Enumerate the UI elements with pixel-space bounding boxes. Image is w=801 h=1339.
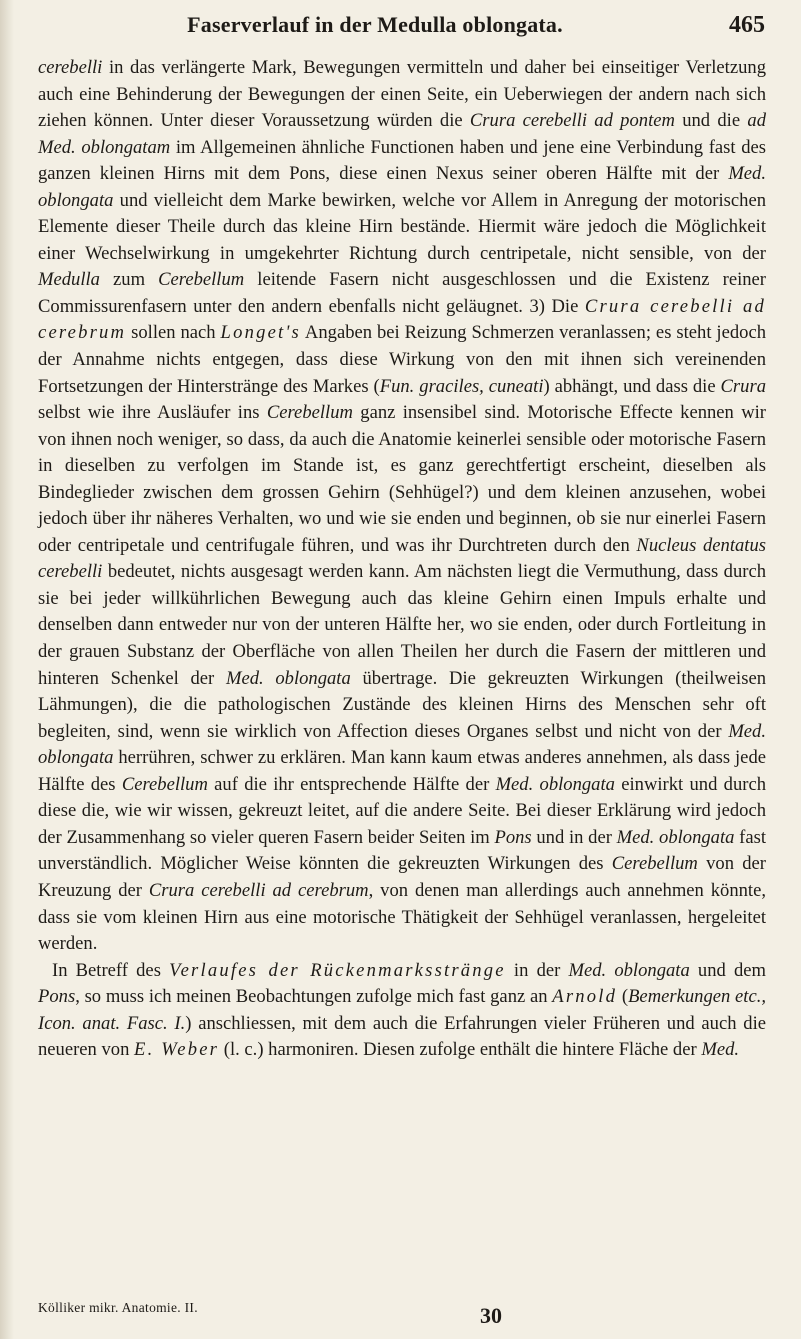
italic-term: Fun. graciles, cuneati bbox=[379, 375, 544, 397]
signature-mark: 30 bbox=[480, 1303, 502, 1328]
text-run: , von denen man allerdings auch annehmen könnte, dass sie vom kleinen Hirn aus eine motorische Thätigkeit der Sehhügel veranlassen, hergeleitet werden. bbox=[38, 879, 766, 955]
text-run: auf die ihr entsprechende Hälfte der bbox=[207, 773, 496, 795]
text-run: und die bbox=[674, 110, 748, 132]
text-run: und in der bbox=[531, 826, 617, 848]
italic-term: Pons bbox=[494, 826, 532, 848]
page-binding-edge bbox=[0, 0, 14, 1339]
italic-term: Cerebellum bbox=[158, 269, 245, 291]
text-run: In Betreff des bbox=[52, 959, 170, 981]
spaced-name: Verlaufes der Rückenmarksstränge bbox=[169, 959, 506, 981]
text-run: leitende Fasern nicht ausgeschlossen und die Existenz reiner Commissurenfasern unter den andern ebenfalls nicht geläugnet. 3) Die bbox=[38, 269, 766, 317]
italic-term: Med. oblongata bbox=[38, 163, 766, 211]
text-run: herrühren, schwer zu erklären. Man kann kaum etwas anderes annehmen, als dass jede Hälfte des bbox=[38, 747, 766, 795]
text-run: im Allgemeinen ähnliche Functionen haben und jene eine Verbindung fast des ganzen kleinen Hirns mit dem Pons, diese einen Nexus seiner oberen Hälfte mit der bbox=[38, 136, 766, 185]
italic-term: Med. oblongata bbox=[616, 826, 735, 848]
text-run: zum bbox=[99, 269, 159, 291]
text-run: in der bbox=[505, 959, 569, 981]
text-run: sollen nach bbox=[126, 322, 221, 344]
text-run: bedeutet, nichts ausgesagt werden kann. Am nächsten liegt die Vermuthung, dass durch sie bei jeder willkührlichen Bewegung auch das kleine Gehirn einen Impuls erhalte und denselben dann entweder nur von der unteren Hälfte her, wo sie enden, oder durch Fortleitung in der grauen Substanz der Oberfläche von allen Theilen her durch die Fasern der mittleren und hinteren Schenkel der bbox=[38, 561, 766, 689]
body-text bbox=[38, 55, 766, 1064]
text-run: in das verlängerte Mark, Bewegungen vermitteln und daher bei einseitiger Verletzung auch eine Behinderung der Bewegungen der einen Seite, ein Ueberwiegen der andern nach sich ziehen können. Unter dieser Voraussetzung würden die bbox=[38, 57, 766, 132]
italic-term: Crura cerebelli ad cerebrum bbox=[148, 879, 369, 901]
italic-term: Bemerkungen etc., Icon. anat. Fasc. I. bbox=[38, 986, 767, 1034]
spaced-name: Crura cerebelli ad cerebrum bbox=[38, 295, 767, 344]
text-run: ) abhängt, und dass die bbox=[543, 375, 721, 397]
text-run: und vielleicht dem Marke bewirken, welche vor Allem in Anregung der motorischen Elemente dieser Theile durch das kleine Hirn bestände. Hiermit wäre jedoch die Möglichkeit einer Wechselwirkung in umgekehrter Richtung durch centripetale, nicht sensible, von der bbox=[38, 189, 766, 264]
text-run: von der Kreuzung der bbox=[38, 853, 766, 901]
italic-term: Medulla bbox=[38, 269, 100, 291]
italic-term: cerebelli bbox=[38, 57, 103, 78]
footer-imprint: Kölliker mikr. Anatomie. II. bbox=[38, 1300, 198, 1315]
paragraph bbox=[38, 958, 766, 1064]
italic-term: Pons bbox=[38, 986, 76, 1008]
spaced-name: E. Weber bbox=[134, 1039, 220, 1061]
text-run: fast unverständlich. Möglicher Weise könnten die gekreuzten Wirkungen des bbox=[38, 826, 766, 875]
text-run: , so muss ich meinen Beobachtungen zufolge mich fast ganz an bbox=[75, 986, 553, 1008]
text-run: einwirkt und durch diese die, wie wir wissen, gekreuzt leitet, auf die andere Seite. Bei dieser Erklärung wird jedoch der Zusammenhang so vieler queren Fasern beider Seiten im bbox=[38, 773, 767, 848]
text-run: und dem bbox=[689, 959, 766, 981]
text-run: (l. c.) harmoniren. Diesen zufolge enthält die hintere Fläche der bbox=[219, 1039, 702, 1061]
italic-term: Cerebellum bbox=[121, 773, 208, 795]
text-run: ganz insensibel sind. Motorische Effecte kennen wir von ihnen noch weniger, so dass, da auch die Anatomie keinerlei sensible oder motorische Fasern in dieselben zu verfolgen im Stande ist, es ganz gerechtfertigt erscheint, dieselben als Bindeglieder zwischen dem grossen Gehirn (Sehhügel?) und dem kleinen anzusehen, wobei jedoch über ihr näheres Verhalten, wo und wie sie enden und beginnen, ob sie nur einerlei Fasern oder centripetale und centrifugale führen, und was ihr Durchtreten durch den bbox=[38, 402, 766, 556]
page-number: 465 bbox=[729, 12, 765, 38]
italic-term: Cerebellum bbox=[611, 853, 698, 875]
text-run: ) anschliessen, mit dem auch die Erfahrungen vieler Früheren und auch die neueren von bbox=[38, 1012, 766, 1061]
running-header: Faserverlauf in der Medulla oblongata. bbox=[187, 12, 563, 37]
italic-term: Med. bbox=[701, 1039, 740, 1061]
italic-term: ad Med. oblongatam bbox=[38, 110, 766, 158]
italic-term: Med. oblongata bbox=[225, 667, 351, 689]
spaced-name: Longet's bbox=[220, 322, 301, 344]
spaced-name: Arnold bbox=[552, 986, 618, 1008]
text-run: Angaben bei Reizung Schmerzen veranlassen; es steht jedoch der Annahme nichts entgegen, dass diese Wirkung von den mit ihnen sich vereinenden Fortsetzungen der Hinterstränge des Markes ( bbox=[38, 322, 766, 397]
text-run: selbst wie ihre Ausläufer ins bbox=[38, 402, 267, 424]
italic-term: Crura cerebelli ad pontem bbox=[469, 110, 675, 132]
italic-term: Med. oblongata bbox=[495, 773, 615, 795]
italic-term: Med. oblongata bbox=[38, 720, 766, 769]
italic-term: Crura bbox=[720, 375, 766, 397]
paragraph bbox=[38, 55, 766, 958]
text-run: übertrage. Die gekreuzten Wirkungen (theilweisen Lähmungen), die die pathologischen Zustände des kleinen Hirns des Menschen sehr oft begleiten, sind, wenn sie wirklich von Affection dieses Organes selbst und nicht von der bbox=[38, 667, 766, 742]
italic-term: Med. oblongata bbox=[568, 959, 690, 981]
text-run: ( bbox=[617, 986, 629, 1008]
italic-term: Cerebellum bbox=[266, 402, 353, 424]
italic-term: Nucleus dentatus cerebelli bbox=[38, 534, 767, 583]
